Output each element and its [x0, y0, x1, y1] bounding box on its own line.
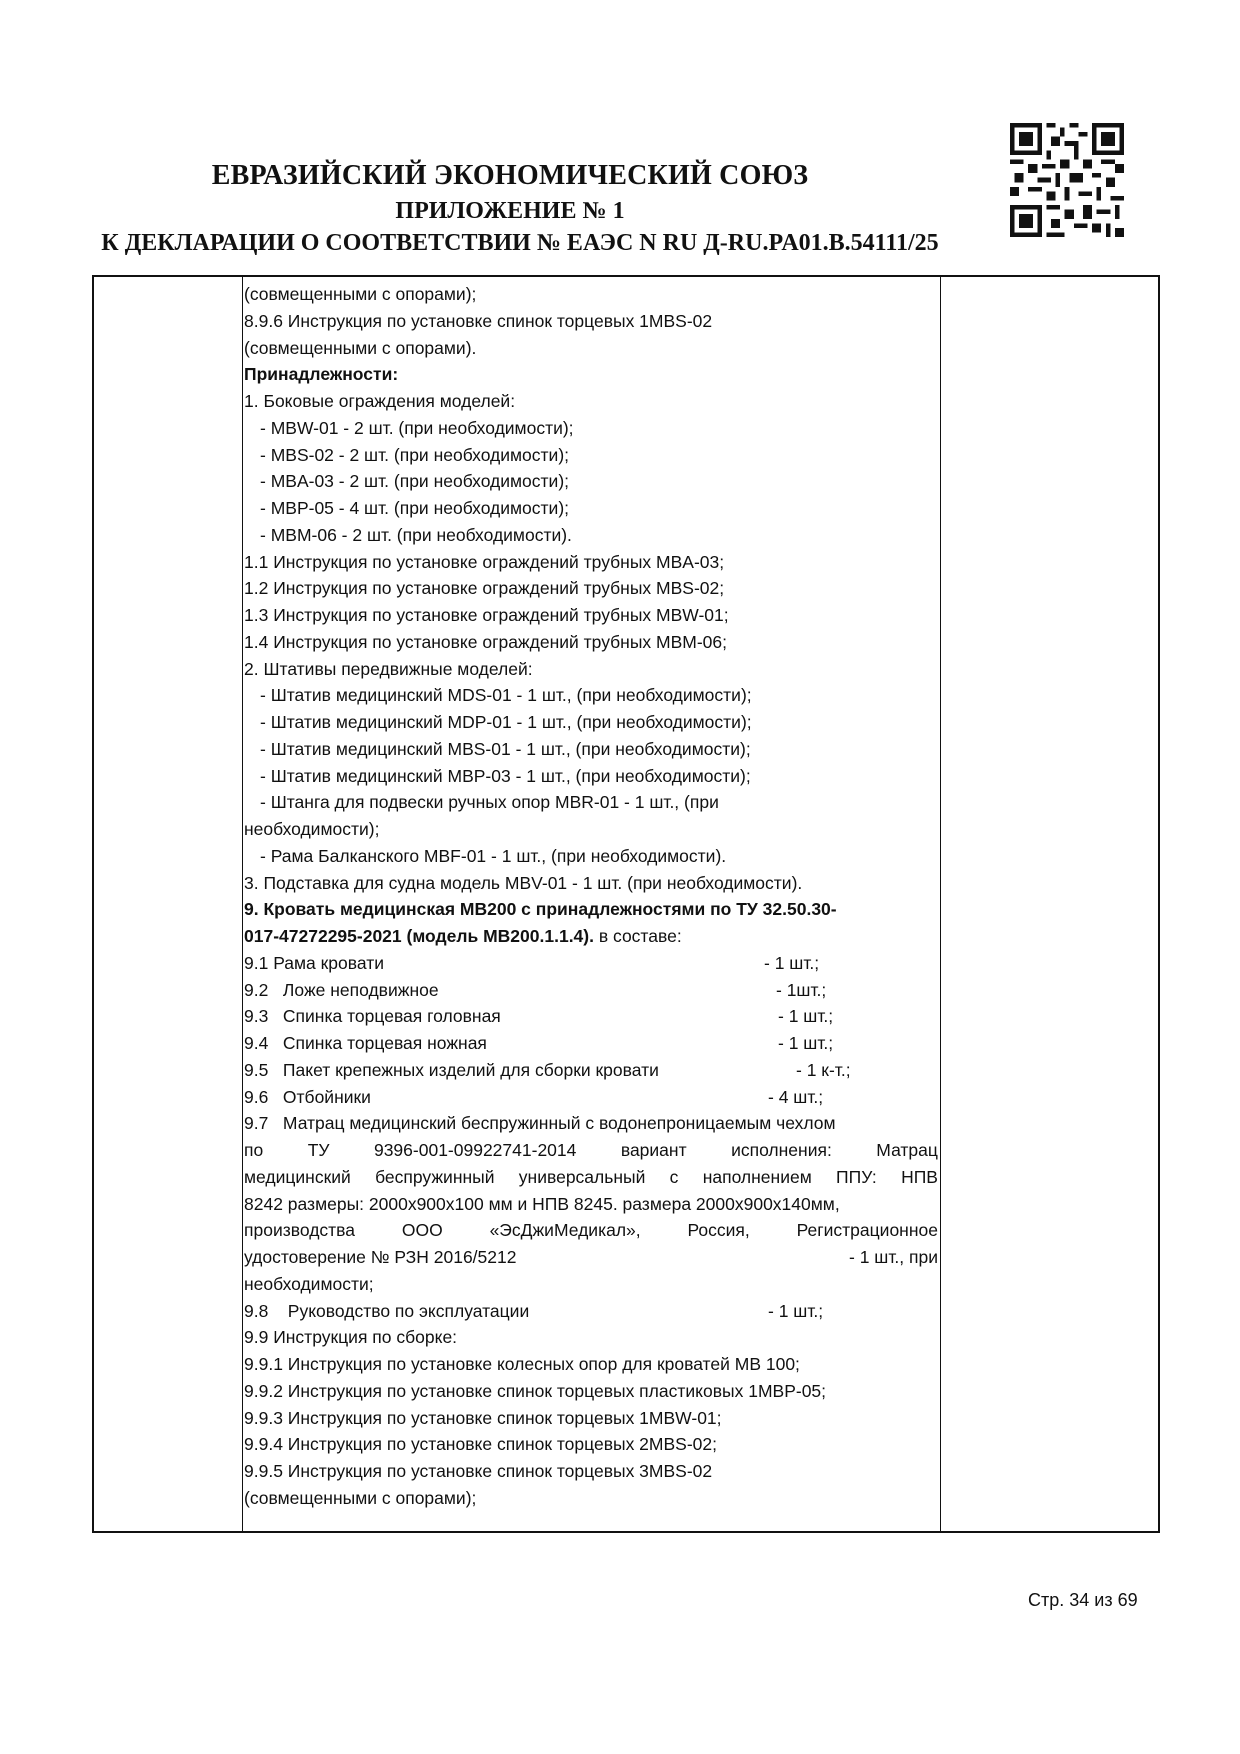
declaration-title: К ДЕКЛАРАЦИИ О СООТВЕТСТВИИ № ЕАЭС N RU Д-RU.PA01.B.54111/25	[101, 230, 939, 256]
text-line: 1.3 Инструкция по установке ограждений трубных MBW-01;	[244, 605, 729, 625]
text-line: 1.1 Инструкция по установке ограждений трубных MBA-03;	[244, 551, 725, 572]
item-number: 9.2	[244, 979, 269, 1000]
list-item: - MBS-02 - 2 шт. (при необходимости);	[260, 444, 570, 465]
word: 9396-001-09922741-2014	[373, 1140, 577, 1160]
list-item: - MBP-05 - 4 шт. (при необходимости);	[260, 498, 570, 518]
word: Россия,	[687, 1220, 750, 1241]
list-item: - Штанга для подвески ручных опор MBR-01 - 1 шт., (при	[260, 792, 719, 813]
heading-suffix: в составе:	[593, 926, 682, 946]
item-qty: - 1 шт.;	[778, 1033, 834, 1053]
declaration-table	[92, 275, 1160, 1533]
item-name: Пакет крепежных изделий для сборки кровати	[282, 1059, 659, 1080]
text-line: 1.2 Инструкция по установке ограждений трубных MBS-02;	[244, 578, 725, 599]
word: вариант	[620, 1140, 687, 1160]
text-line: 9.9 Инструкция по сборке:	[244, 1327, 458, 1348]
list-item: - Рама Балканского MBF-01 - 1 шт., (при необходимости).	[260, 845, 727, 866]
accessories-heading: Принадлежности:	[244, 364, 399, 385]
component-row	[244, 1057, 940, 1084]
item-name: Спинка торцевая ножная	[282, 1033, 487, 1053]
mattress-line: необходимости;	[244, 1273, 374, 1294]
section-9-heading: 9. Кровать медицинская МВ200 с принадлежностями по ТУ 32.50.30-	[244, 899, 837, 920]
word: производства	[244, 1220, 355, 1241]
word: Матрац	[876, 1140, 938, 1160]
item-name: Отбойники	[282, 1086, 371, 1107]
mattress-line-justified	[244, 1137, 940, 1164]
word: ООО	[401, 1220, 443, 1241]
page-number: Стр. 34 из 69	[1028, 1590, 1138, 1610]
item-qty: - 1шт.;	[776, 979, 827, 1000]
list-item: - MBA-03 - 2 шт. (при необходимости);	[260, 471, 570, 492]
text-line: 9.9.3 Инструкция по установке спинок торцевых 1MBW-01;	[244, 1407, 722, 1428]
mattress-registration-line	[244, 1244, 940, 1271]
text-line: необходимости);	[244, 819, 380, 839]
text-line: (совмещенными с опорами);	[244, 284, 477, 304]
word: наполнением	[702, 1166, 812, 1187]
item-qty: - 4 шт.;	[768, 1086, 824, 1107]
list-item: - Штатив медицинский MBP-03 - 1 шт., (при необходимости);	[260, 765, 751, 786]
list-item: - Штатив медицинский MBS-01 - 1 шт., (при необходимости);	[260, 738, 751, 759]
item-number: 9.8	[244, 1300, 269, 1321]
qr-code-icon	[1010, 123, 1124, 237]
text-line: 8.9.6 Инструкция по установке спинок торцевых 1MBS-02	[244, 310, 713, 331]
text-line: 3. Подставка для судна модель MBV-01 - 1 шт. (при необходимости).	[244, 872, 803, 893]
item-name: Ложе неподвижное	[282, 979, 439, 1000]
item-number: 9.4	[244, 1033, 269, 1053]
item-qty: - 1 шт.;	[764, 952, 820, 973]
item-qty: - 1 к-т.;	[796, 1059, 851, 1080]
list-item: - MBM-06 - 2 шт. (при необходимости).	[260, 524, 572, 545]
text-line: 9.9.5 Инструкция по установке спинок торцевых 3MBS-02	[244, 1461, 713, 1481]
word: по	[244, 1140, 264, 1160]
component-row	[244, 977, 940, 1004]
mattress-line: 9.7 Матрац медицинский беспружинный с водонепроницаемым чехлом	[244, 1113, 836, 1134]
component-row	[244, 1298, 940, 1325]
table-col-notes	[941, 277, 1158, 1531]
item-name: Руководство по эксплуатации	[287, 1300, 530, 1321]
registration-number: удостоверение № РЗН 2016/5212	[244, 1247, 517, 1267]
word: Регистрационное	[796, 1220, 938, 1241]
table-col-description	[243, 277, 941, 1531]
word: ТУ	[307, 1140, 330, 1160]
component-row	[244, 1084, 940, 1111]
mattress-line-justified	[244, 1217, 940, 1244]
word: с	[669, 1166, 679, 1187]
list-item: - MBW-01 - 2 шт. (при необходимости);	[260, 417, 574, 438]
word: медицинский	[244, 1166, 351, 1187]
item-number: 9.5	[244, 1059, 269, 1080]
text-line: 1. Боковые ограждения моделей:	[244, 391, 516, 411]
item-qty: - 1 шт.;	[778, 1006, 834, 1027]
item-number: 9.3	[244, 1006, 269, 1027]
list-item: - Штатив медицинский MDP-01 - 1 шт., (при необходимости);	[260, 712, 752, 732]
model-code: 017-47272295-2021 (модель МВ200.1.1.4).	[244, 926, 594, 946]
word: «ЭсДжиМедикал»,	[489, 1220, 641, 1241]
word: универсальный	[518, 1166, 646, 1187]
item-qty: - 1 шт., при	[849, 1247, 938, 1267]
item-name: Спинка торцевая головная	[282, 1006, 501, 1027]
item-name: Рама кровати	[273, 952, 385, 973]
text-line: 9.9.2 Инструкция по установке спинок торцевых пластиковых 1MBP-05;	[244, 1380, 827, 1401]
list-item: - Штатив медицинский MDS-01 - 1 шт., (при необходимости);	[260, 685, 752, 706]
item-number: 9.6	[244, 1086, 269, 1107]
appendix-title: ПРИЛОЖЕНИЕ № 1	[395, 198, 625, 224]
word: исполнения:	[731, 1140, 832, 1160]
mattress-line: 8242 размеры: 2000х900х100 мм и НПВ 8245. размера 2000х900х140мм,	[244, 1193, 840, 1214]
table-col-number	[94, 277, 243, 1531]
item-number: 9.1	[244, 952, 269, 973]
component-row	[244, 1003, 940, 1030]
text-line: (совмещенными с опорами).	[244, 337, 477, 358]
mattress-line-justified	[244, 1164, 940, 1191]
text-line: 9.9.4 Инструкция по установке спинок торцевых 2MBS-02;	[244, 1434, 717, 1455]
component-row	[244, 1030, 940, 1057]
word: НПВ	[901, 1166, 938, 1187]
word: беспружинный	[375, 1166, 495, 1187]
section-9-heading-cont	[244, 923, 940, 950]
item-qty: - 1 шт.;	[768, 1300, 824, 1321]
text-line: (совмещенными с опорами);	[244, 1487, 477, 1508]
text-line: 2. Штативы передвижные моделей:	[244, 658, 533, 679]
word: ППУ:	[836, 1166, 877, 1187]
component-row	[244, 950, 940, 977]
union-title: ЕВРАЗИЙСКИЙ ЭКОНОМИЧЕСКИЙ СОЮЗ	[211, 160, 809, 191]
text-line: 1.4 Инструкция по установке ограждений трубных MBM-06;	[244, 631, 728, 652]
text-line: 9.9.1 Инструкция по установке колесных опор для кроватей МВ 100;	[244, 1354, 800, 1374]
